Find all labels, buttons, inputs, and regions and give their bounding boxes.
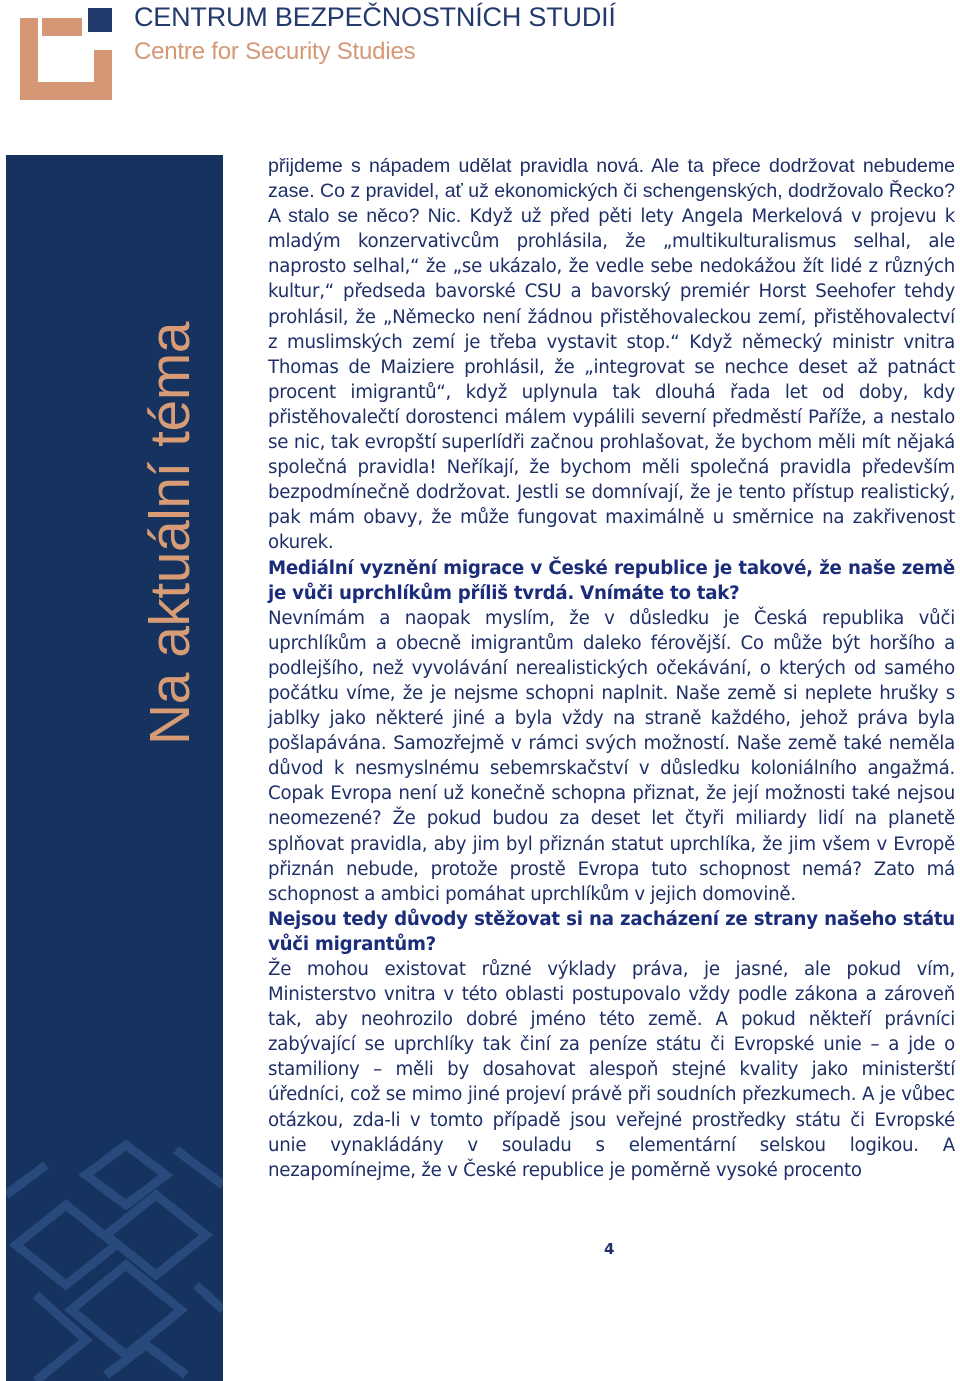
answer-2: Že mohou existovat různé výklady práva, je jasné, ale pokud vím, Ministerstvo vnitra v této oblasti postupovalo vždy podle zákona a zároveň tak, aby neohrozilo dobré jméno této země. A pokud někteří právníci zabývající se uprchlíky tak činí za peníze státu či Evropské unie – a jde o stamiliony – měli by dosahovat alespoň stejné kvality jako ministerští úředníci, což se mimo jiné projeví právě při soudních přezkumech. A je vůbec otázkou, zda-li v tomto případě jsou veřejné prostředky státu či Evropské unie vynakládány v souladu s elementární selskou logikou. A nezapomínejme, že v České republice je poměrně vysoké procento (268, 959, 955, 1181)
paragraph-1-start: přijdeme s nápadem udělat pravidla nová. Ale ta přece dodržovat nebudeme zase. Co z pravidel, ať už ekonomických či schengenských, dodržovalo Řecko? A stalo se něco? Nic. (268, 155, 955, 228)
article-body (268, 154, 955, 1183)
side-band (6, 155, 223, 1381)
answer-1: Nevnímám a naopak myslím, že v důsledku je Česká republika vůči uprchlíkům a obecně imigrantům daleko férovější. Co může být horšího a podlejšího, než vyvolávání nerealistických očekávání, o kterých od samého počátku víme, že je nejsme schopni naplnit. Naše země si neplete hrušky s jablky jako některé jiné a byla vždy na straně každého, jehož práva byla pošlapávána. Samozřejmě v rámci svých možností. Naše země také neměla důvod k nesmyslnému sebemrskačství v důsledku koloniálního angažmá. Copak Evropa není už konečně schopna přiznat, že její možnosti také nejsou neomezené? Že pokud budou za deset let čtyři miliardy lidí na planetě splňovat pravidla, aby jim byl přiznán statut uprchlíka, že jim všem v Evropě přiznán nebude, protože prostě Evropa tuto schopnost nemá? Zato má schopnost a ambici pomáhat uprchlíkům v jejich domovině. (268, 607, 955, 905)
question-2: Nejsou tedy důvody stěžovat si na zacházení ze strany našeho státu vůči migrantům? (268, 908, 955, 955)
org-name-english: Centre for Security Studies (134, 38, 416, 65)
section-title: Na aktuální téma (138, 322, 202, 745)
paragraph-1 (268, 154, 955, 556)
org-name-czech: CENTRUM BEZPEČNOSTNÍCH STUDIÍ (134, 2, 616, 32)
page-number: 4 (604, 1240, 615, 1258)
css-logo-icon (20, 8, 112, 100)
paragraph-1-rest: Když už před pěti lety Angela Merkelová v projevu k mladým konzervativcům prohlásila, že „multikulturalismus selhal, ale naprosto selhal,“ že „se ukázalo, že vedle sebe nedokážou žít lidé z různých kultur,“ předseda bavorské CSU a bavorský premiér Horst Seehofer tehdy prohlásil, že „Německo není žádnou přistěhovaleckou zemí, přistěhovalectví z muslimských zemí je třeba vystavit stop.“ Když německý ministr vnitra Thomas de Maiziere prohlásil, že „integrovat se nechce deset až patnáct procent imigrantů“, když uplynula tak dlouhá řada let od doby, kdy přistěhovalečtí dorostenci málem vypálili severní předměstí Paříže, a nestalo se nic, tak evropští superlídři začnou prohlašovat, že bychom měli mít nějaká společná pravidla! Neříkají, že bychom měli společná pravidla především bezpodmínečně dodržovat. Jestli se domnívají, že je tento přístup realistický, pak mám obavy, že může fungovat maximálně u směrnice na zakřivenost okurek. (268, 206, 955, 554)
ornament-pattern-icon (6, 1135, 223, 1381)
question-1: Mediální vyznění migrace v České republice je takové, že naše země je vůči uprchlíkům příliš tvrdá. Vnímáte to tak? (268, 557, 955, 604)
